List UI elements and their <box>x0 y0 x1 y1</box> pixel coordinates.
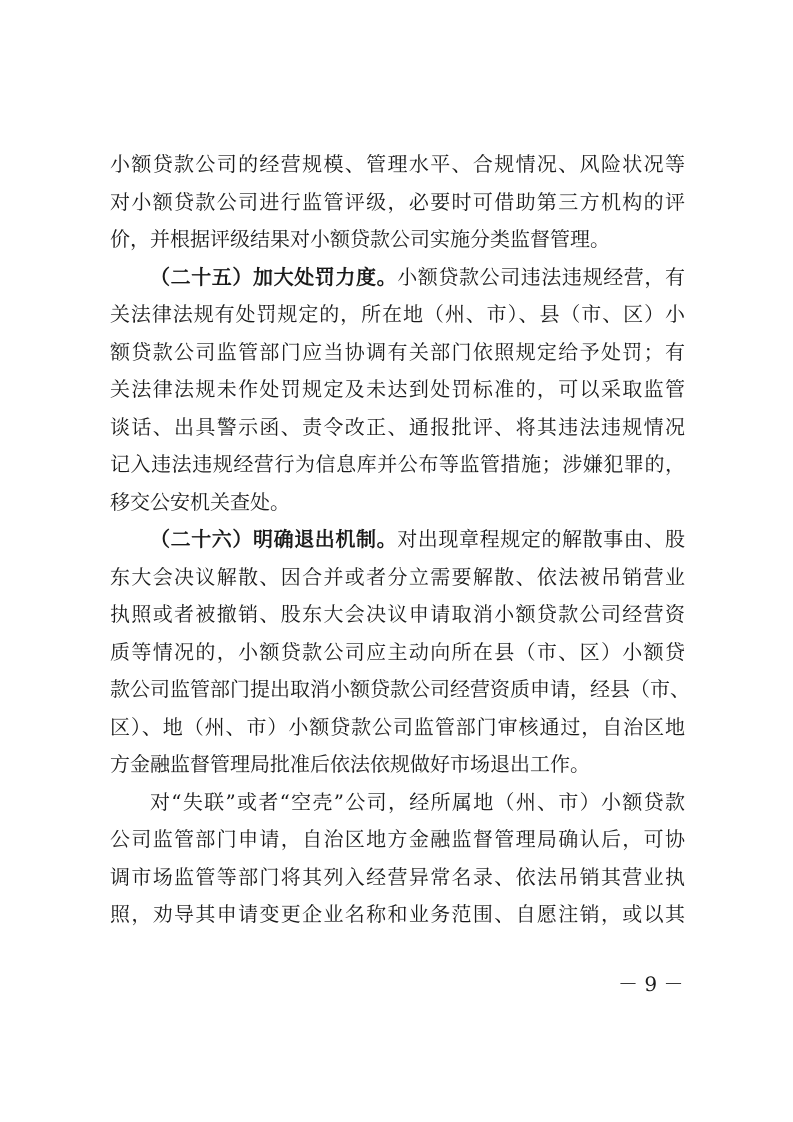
text-line: 价，并根据评级结果对小额贷款公司实施分类监督管理。 <box>110 227 610 251</box>
text-span: 对出现章程规定的解散事由、股 <box>397 527 686 551</box>
section-25-first-line <box>110 259 685 297</box>
text-line: 关法律法规有处罚规定的，所在地（州、市）、县（市、区）小 <box>110 302 685 326</box>
text-line: 照，劝导其申请变更企业名称和业务范围、自愿注销，或以其 <box>110 902 685 926</box>
text-span: 小额贷款公司违法违规经营，有 <box>397 264 686 289</box>
text-line: 款公司监管部门提出取消小额贷款公司经营资质申请，经县（市、 <box>110 677 690 701</box>
text-line: 移交公安机关查处。 <box>110 489 290 514</box>
text-line: 对小额贷款公司进行监管评级，必要时可借助第三方机构的评 <box>110 189 685 214</box>
text-line: 额贷款公司监管部门应当协调有关部门依照规定给予处罚；有 <box>110 339 685 364</box>
body-text <box>110 146 690 934</box>
text-line: 调市场监管等部门将其列入经营异常名录、依法吊销其营业执 <box>110 864 685 889</box>
text-line: 执照或者被撤销、股东大会决议申请取消小额贷款公司经营资 <box>110 602 685 626</box>
section-heading-26: （二十六）明确退出机制。 <box>150 527 398 551</box>
text-line: 关法律法规未作处罚规定及未达到处罚标准的，可以采取监管 <box>110 377 685 401</box>
section-26-first-line <box>110 521 685 559</box>
text-line: 方金融监督管理局批准后依法依规做好市场退出工作。 <box>110 752 590 776</box>
text-line: 公司监管部门申请，自治区地方金融监督管理局确认后，可协 <box>110 827 685 851</box>
text-line: 区）、地（州、市）小额贷款公司监管部门审核通过，自治区地 <box>110 714 685 739</box>
section-heading-25: （二十五）加大处罚力度。 <box>150 264 398 289</box>
page-number: － 9 － <box>618 972 684 996</box>
text-line: 对“失联”或者“空壳”公司，经所属地（州、市）小额贷款 <box>150 789 685 814</box>
text-line: 质等情况的，小额贷款公司应主动向所在县（市、区）小额贷 <box>110 639 685 664</box>
text-line: 谈话、出具警示函、责令改正、通报批评、将其违法违规情况 <box>110 414 685 439</box>
text-line: 东大会决议解散、因合并或者分立需要解散、依法被吊销营业 <box>110 564 685 589</box>
text-line: 记入违法违规经营行为信息库并公布等监管措施；涉嫌犯罪的， <box>110 452 685 476</box>
text-line: 小额贷款公司的经营规模、管理水平、合规情况、风险状况等 <box>110 152 685 176</box>
